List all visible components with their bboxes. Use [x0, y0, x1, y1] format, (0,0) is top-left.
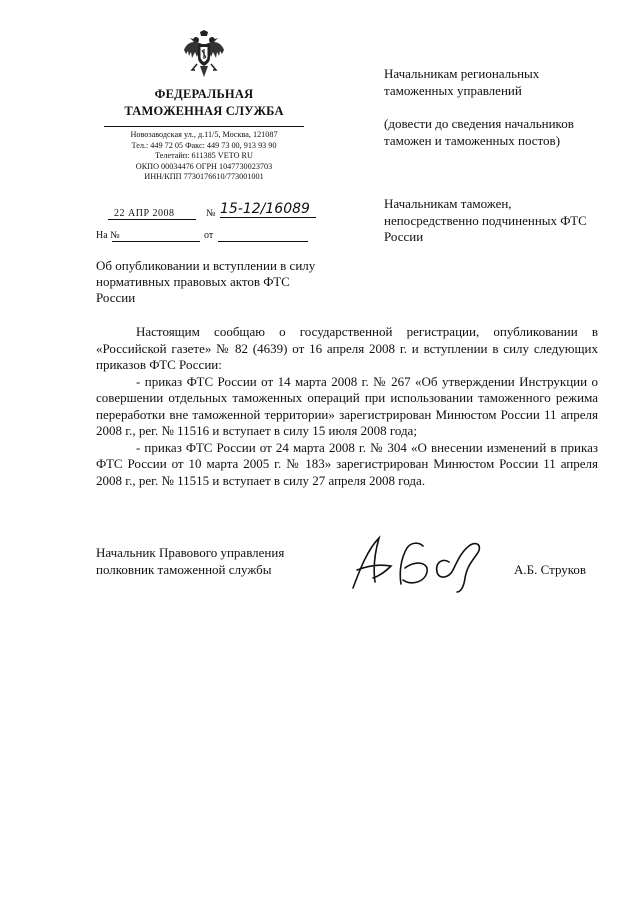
- registration-number: 15-12/16089: [220, 201, 316, 218]
- letterhead: [96, 30, 312, 183]
- letterhead-divider: [104, 126, 304, 127]
- signatory-title: [96, 545, 336, 578]
- body-intro: Настоящим сообщаю о государственной регистрации, опубликовании в «Российской газете» № 82 (4639) от 16 апреля 2008 г. и вступлении в силу следующих приказов ФТС России:: [96, 324, 598, 372]
- registration-number-label: №: [206, 208, 216, 219]
- contact-phone: Тел.: 449 72 05 Факс: 449 73 00, 913 93 90: [131, 140, 277, 150]
- reference-number-blank: [112, 241, 200, 242]
- reference-date-label: от: [204, 230, 214, 241]
- letter-subject: Об опубликовании и вступлении в силу нормативных правовых актов ФТС России: [96, 258, 316, 305]
- contact-inn-kpp: ИНН/КПП 7730176610/773001001: [144, 172, 264, 181]
- contact-okpo-ogrn: ОКПО 00034476 ОГРН 1047730023703: [135, 161, 273, 171]
- contact-address: Новозаводская ул., д.11/5, Москва, 121087: [130, 130, 278, 139]
- contact-teletype: Телетайп: 611385 VETO RU: [155, 151, 253, 160]
- agency-name-line1: ФЕДЕРАЛЬНАЯ: [154, 87, 254, 101]
- body-item-1: - приказ ФТС России от 14 марта 2008 г. № 267 «Об утверждении Инструкции о совершении отдельных таможенных операций при использовании таможенного режима переработки вне таможенной территории» зарегистрирован Минюстом России 11 апреля 2008 г., рег. № 11516 и вступает в силу 15 июля 2008 года;: [96, 373, 598, 438]
- addressee-customs: Начальникам таможен, непосредственно подчиненных ФТС России: [384, 196, 587, 244]
- addressee-note: (довести до сведения начальников таможен и таможенных постов): [384, 116, 574, 148]
- letter-body: [96, 324, 598, 489]
- registration-date: 22 АПР 2008: [108, 208, 196, 220]
- body-item-2: - приказ ФТС России от 24 марта 2008 г. № 304 «О внесении изменений в приказ ФТС России от 10 марта 2005 г. № 183» зарегистрирован Минюстом России 11 апреля 2008 г., рег. № 11515 и вступает в силу 27 апреля 2008 года.: [96, 439, 598, 488]
- reference-date-blank: [218, 241, 308, 242]
- signatory-title-line2: полковник таможенной службы: [96, 561, 272, 577]
- signatory-name: А.Б. Струков: [514, 562, 587, 577]
- reference-number-label: На №: [96, 230, 120, 241]
- handwritten-signature: [345, 532, 495, 594]
- double-headed-eagle-emblem-icon: [182, 30, 226, 80]
- signatory-title-line1: Начальник Правового управления: [96, 545, 285, 560]
- addressee-regional: Начальникам региональных таможенных управлений: [384, 66, 540, 98]
- agency-name-line2: ТАМОЖЕННАЯ СЛУЖБА: [124, 104, 284, 118]
